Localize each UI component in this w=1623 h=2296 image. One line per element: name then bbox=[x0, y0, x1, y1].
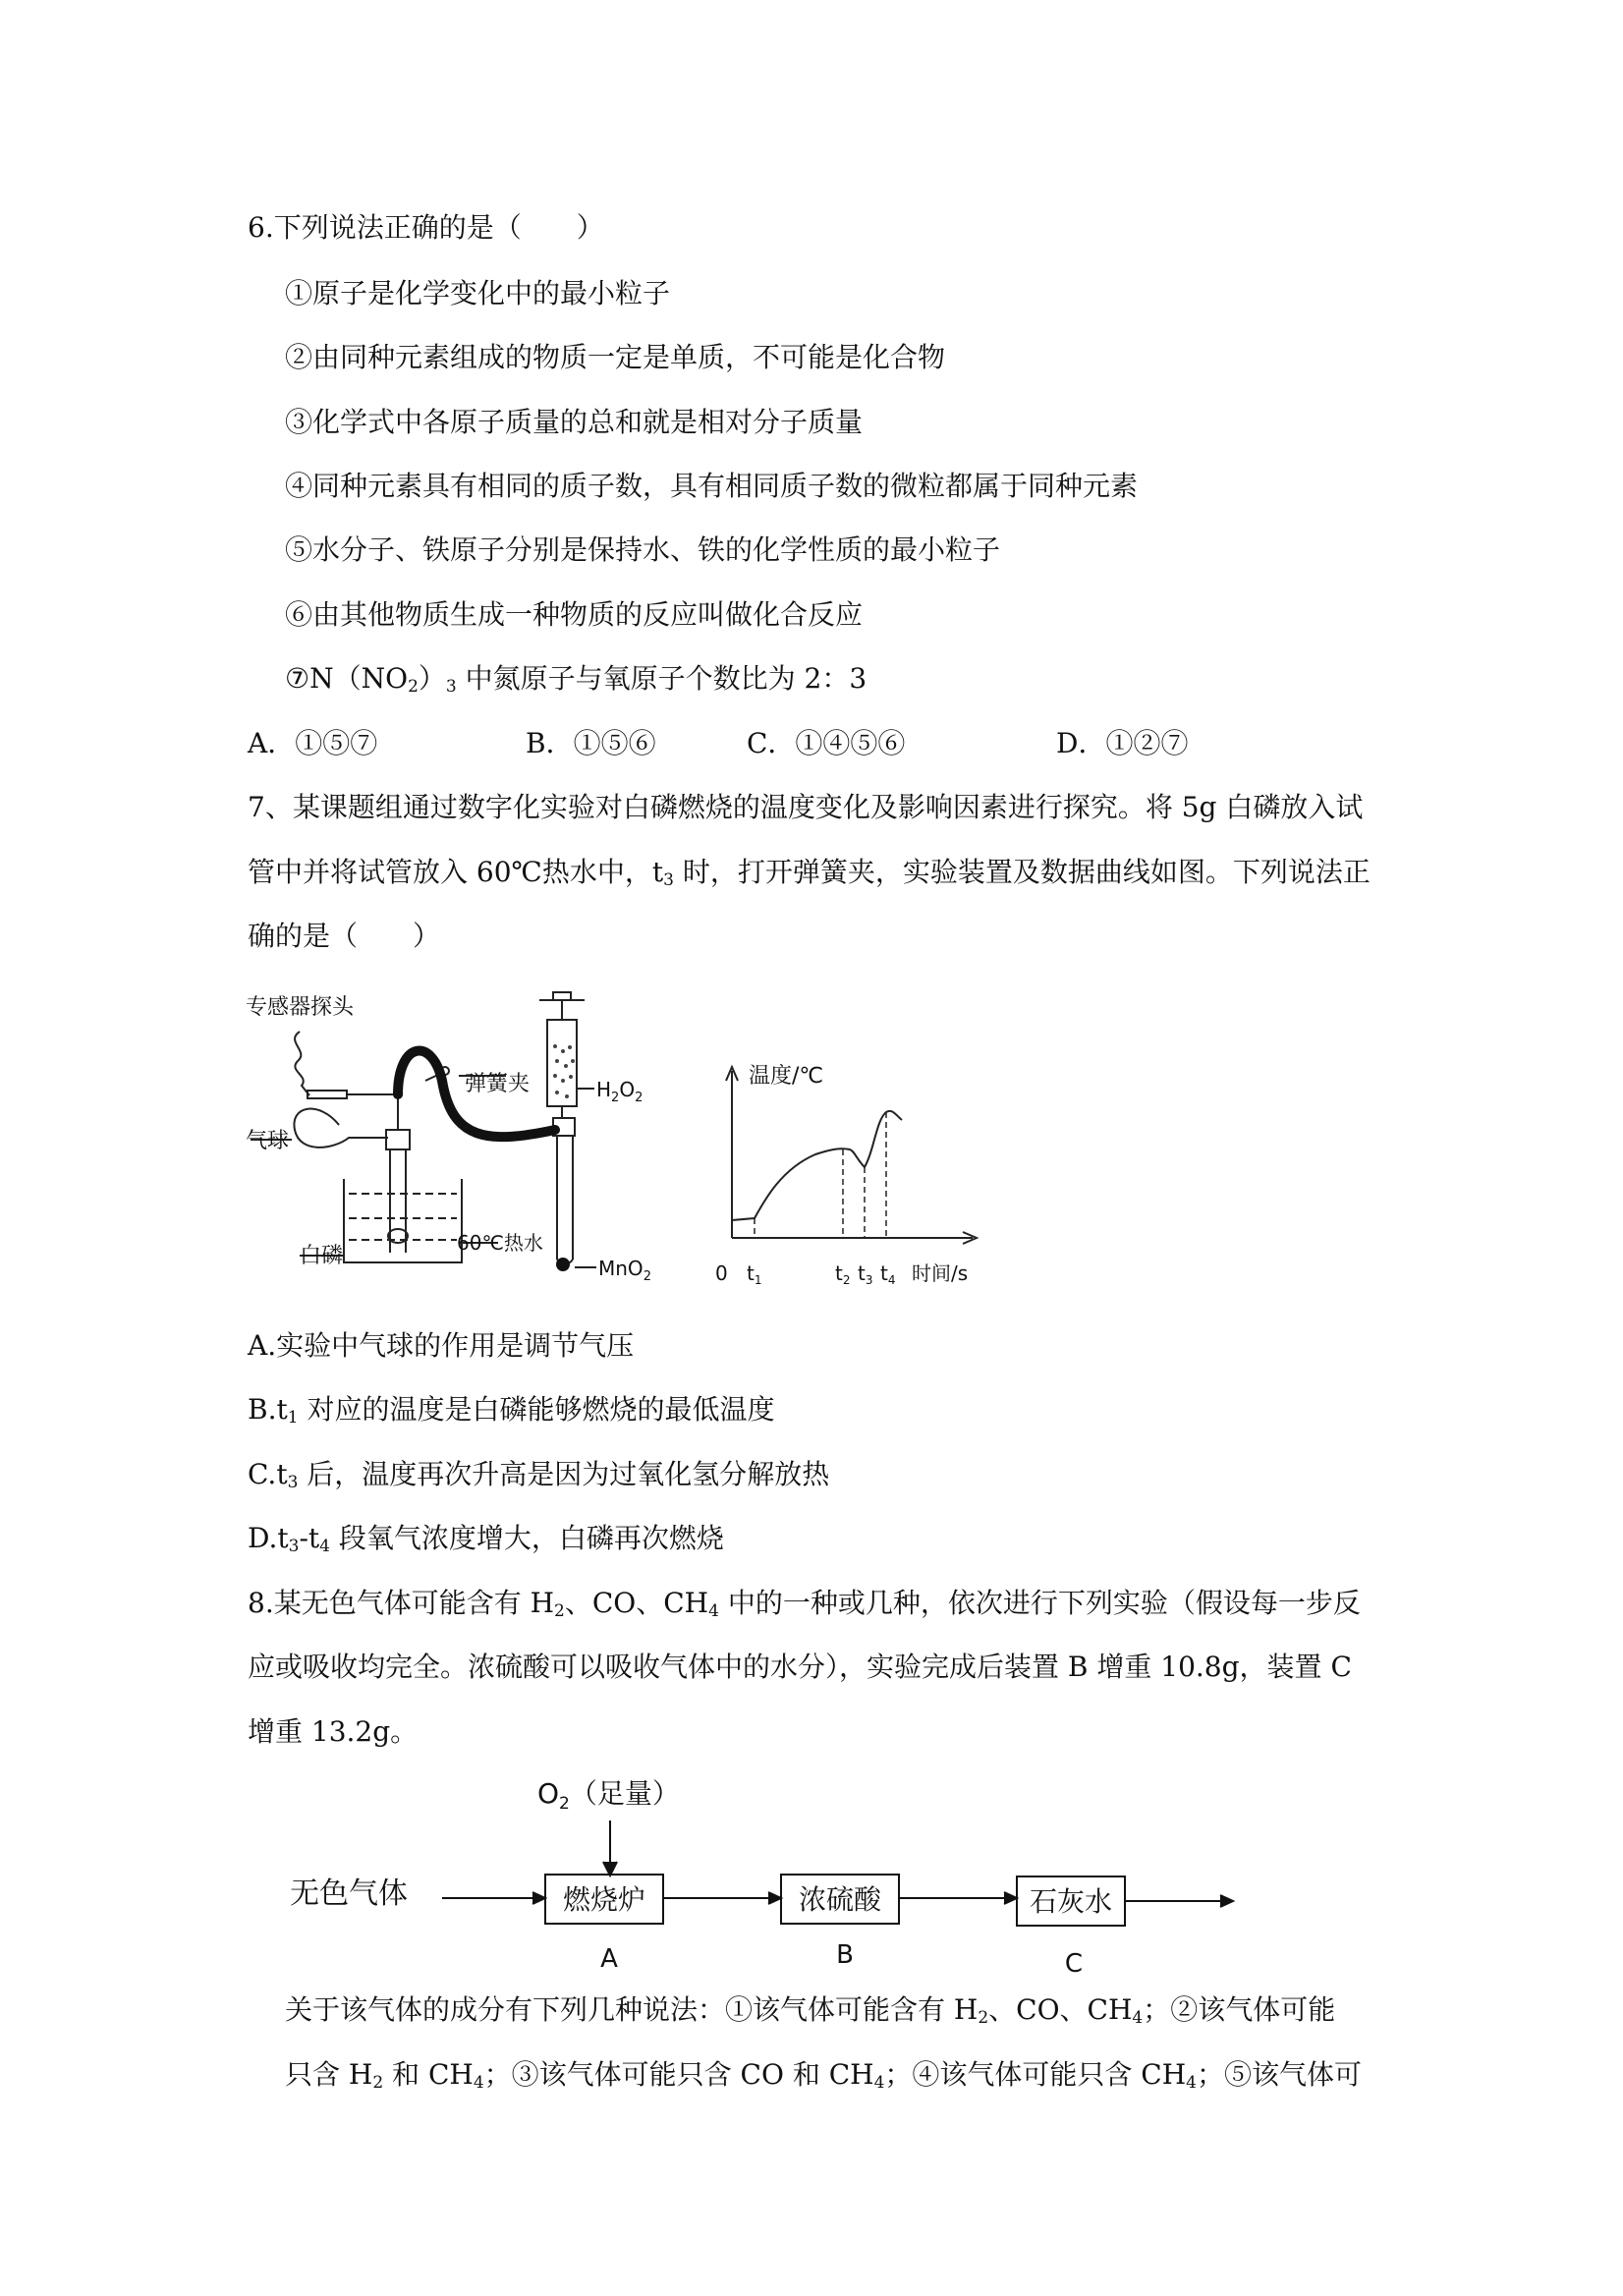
q8-claims-2: 只含 $H_2$ 和 $CH_4$；③该气体可能只含 CO 和 $CH_4$；④该气体可能只含 $CH_4$；⑤该气体可 bbox=[285, 2058, 1362, 2093]
q6-stem: 6.下列说法正确的是（ ） bbox=[248, 211, 604, 244]
apparatus-figure bbox=[241, 982, 673, 1297]
clamp-label: 弹簧夹 bbox=[465, 1072, 531, 1096]
sensor-label: 专感器探头 bbox=[246, 995, 355, 1020]
phosphorus-label: 白磷 bbox=[300, 1244, 344, 1268]
q6-item-6: ⑥由其他物质生成一种物质的反应叫做化合反应 bbox=[285, 598, 864, 631]
tick-t4: $t_4$ bbox=[880, 1261, 896, 1287]
hotwater-label: 60℃热水 bbox=[457, 1231, 543, 1255]
q7-line-3: 确的是（ ） bbox=[248, 920, 441, 952]
q6-option-d: D．①②⑦ bbox=[1056, 727, 1189, 759]
q6-option-c: C．①④⑤⑥ bbox=[747, 727, 906, 759]
q6-item-2: ②由同种元素组成的物质一定是单质，不可能是化合物 bbox=[285, 341, 946, 373]
q6-item-7: $⑦N(NO_2)_3$ 中氮原子与氧原子个数比为 2：3 bbox=[285, 662, 867, 697]
q8-claims-1: 关于该气体的成分有下列几种说法：①该气体可能含有 $H_2$、CO、$CH_4$；②该气体可能 bbox=[285, 1993, 1336, 2028]
q6-option-b: B．①⑤⑥ bbox=[526, 727, 656, 759]
q8-line-2: 应或吸收均完全。浓硫酸可以吸收气体中的水分），实验完成后装置 B 增重 10.8g，装置 C bbox=[248, 1651, 1352, 1683]
q8-line-1: 8.某无色气体可能含有 $H_2$、CO、$CH_4$ 中的一种或几种，依次进行下列实验（假设每一步反 bbox=[248, 1587, 1361, 1621]
tick-t3: $t_3$ bbox=[858, 1261, 873, 1287]
box-a-label: 燃烧炉 bbox=[562, 1883, 646, 1916]
h2o2-label: $H_2O_2$ bbox=[596, 1078, 644, 1105]
q6-item-4: ④同种元素具有相同的质子数，具有相同质子数的微粒都属于同种元素 bbox=[285, 470, 1139, 502]
tick-t1: $t_1$ bbox=[747, 1261, 762, 1287]
q7-option-d: $D.t_3-t_4$ 段氧气浓度增大，白磷再次燃烧 bbox=[248, 1522, 724, 1556]
q8-line-3: 增重 13.2g。 bbox=[248, 1715, 419, 1748]
flow-diagram bbox=[280, 1764, 1243, 1989]
q7-option-a: A.实验中气球的作用是调节气压 bbox=[248, 1329, 635, 1362]
q7-option-c: $C.t_3$ 后，温度再次升高是因为过氧化氢分解放热 bbox=[248, 1458, 830, 1492]
q6-item-3: ③化学式中各原子质量的总和就是相对分子质量 bbox=[285, 406, 864, 438]
q6-option-a: A．①⑤⑦ bbox=[248, 727, 378, 759]
temperature-graph bbox=[707, 1051, 992, 1297]
mno2-label: MnO$_2$ bbox=[598, 1257, 651, 1284]
gas-label: 无色气体 bbox=[290, 1876, 408, 1911]
q6-item-5: ⑤水分子、铁原子分别是保持水、铁的化学性质的最小粒子 bbox=[285, 533, 1001, 566]
graph-origin: 0 bbox=[715, 1261, 728, 1285]
q6-item-1: ①原子是化学变化中的最小粒子 bbox=[285, 277, 671, 309]
label-a: A bbox=[600, 1944, 618, 1974]
label-b: B bbox=[836, 1940, 854, 1970]
box-b-label: 浓硫酸 bbox=[798, 1883, 882, 1916]
balloon-label: 气球 bbox=[246, 1129, 290, 1153]
label-c: C bbox=[1064, 1949, 1084, 1979]
tick-t2: $t_2$ bbox=[835, 1261, 851, 1287]
box-c-label: 石灰水 bbox=[1029, 1885, 1113, 1918]
graph-ylabel: 温度/℃ bbox=[749, 1064, 824, 1089]
q7-line-1: 7、某课题组通过数字化实验对白磷燃烧的温度变化及影响因素进行探究。将 5g 白磷放入试 bbox=[248, 791, 1364, 823]
graph-xlabel: 时间/s bbox=[912, 1261, 969, 1285]
q7-line-2: 管中并将试管放入 60℃热水中，$t_3$ 时，打开弹簧夹，实验装置及数据曲线如图。下列说法正 bbox=[248, 856, 1371, 890]
o2-label: $O_2$（足量） bbox=[537, 1777, 680, 1814]
q7-option-b: $B.t_1$ 对应的温度是白磷能够燃烧的最低温度 bbox=[248, 1393, 775, 1428]
temperature-curve bbox=[732, 1111, 902, 1220]
